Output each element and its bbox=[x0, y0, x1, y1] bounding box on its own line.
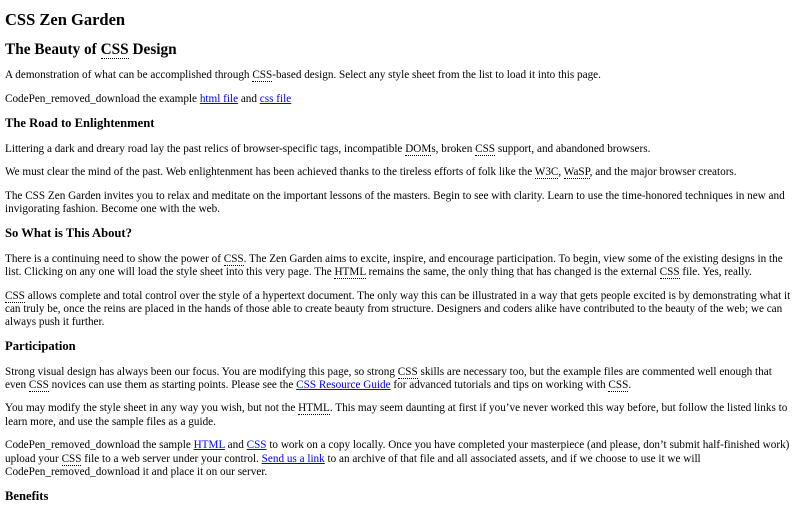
abbr-html: HTML bbox=[334, 265, 366, 278]
preamble-text: We must clear the mind of the past. Web enlightenment has been achieved thanks to the tireless efforts of folk like the bbox=[5, 166, 535, 179]
explanation-paragraph-1 bbox=[5, 253, 795, 279]
participation-text: to work on a copy locally. Once you have completed your masterpiece (and please, don’t submit half-finished work) upload your bbox=[5, 439, 790, 465]
sample-css-link[interactable]: CSS bbox=[246, 439, 267, 452]
preamble-text: s, broken bbox=[431, 142, 476, 155]
preamble-paragraph-2 bbox=[5, 166, 795, 179]
abbr-css: CSS bbox=[608, 378, 629, 391]
explanation-heading: So What is This About? bbox=[5, 226, 132, 241]
preamble-text: , bbox=[558, 166, 564, 179]
participation-heading: Participation bbox=[5, 339, 76, 354]
participation-text: CodePen_removed_download the sample bbox=[5, 439, 194, 452]
preamble-paragraph-1 bbox=[5, 143, 795, 156]
download-paragraph bbox=[5, 93, 795, 106]
preamble-heading: The Road to Enlightenment bbox=[5, 116, 155, 131]
page-container bbox=[0, 10, 800, 505]
site-subtitle bbox=[5, 40, 795, 59]
participation-text: . This may seem daunting at first if you’ve never worked this way before, but follow the listed links to learn more, and use the sample files as a guide. bbox=[5, 402, 788, 428]
preamble-text: support, and abandoned browsers. bbox=[495, 142, 651, 155]
summary-text: A demonstration of what can be accomplished through bbox=[5, 69, 253, 82]
participation-text: file to a web server under your control. bbox=[81, 452, 262, 465]
participation-text: Strong visual design has always been our focus. You are modifying this page, so strong bbox=[5, 365, 398, 378]
summary-text: -based design. Select any style sheet from the list to load it into this page. bbox=[272, 69, 601, 82]
download-text: and bbox=[238, 93, 260, 106]
participation-text: for advanced tutorials and tips on working with bbox=[390, 378, 609, 391]
participation-text: novices can use them as starting points. Please see the bbox=[48, 378, 297, 391]
explanation-text: There is a continuing need to show the power of bbox=[5, 252, 224, 265]
summary-paragraph bbox=[5, 69, 795, 82]
css-resource-guide-link[interactable]: CSS Resource Guide bbox=[296, 378, 391, 391]
abbr-css: CSS bbox=[475, 142, 496, 155]
site-title: CSS Zen Garden bbox=[5, 10, 126, 29]
participation-text: and bbox=[224, 439, 247, 452]
abbr-wasp: WaSP bbox=[563, 166, 590, 179]
abbr-css: CSS bbox=[397, 365, 418, 378]
abbr-w3c: W3C bbox=[534, 166, 559, 179]
html-file-link[interactable]: html file bbox=[199, 93, 239, 106]
send-us-a-link[interactable]: Send us a link bbox=[261, 452, 325, 465]
preamble-text: Littering a dark and dreary road lay the past relics of browser-specific tags, incompatible bbox=[5, 142, 406, 155]
participation-text: to an archive of that file and all associated assets, and if we choose to use it we will CodePen_removed_download it and place it on our server. bbox=[5, 452, 701, 478]
explanation-text: file. Yes, really. bbox=[679, 265, 752, 278]
participation-text: skills are necessary too, but the example files are commented well enough that even bbox=[5, 365, 772, 391]
participation-paragraph-3 bbox=[5, 439, 795, 479]
abbr-css: CSS bbox=[28, 378, 49, 391]
benefits-heading: Benefits bbox=[5, 489, 49, 504]
explanation-text: . The Zen Garden aims to excite, inspire, and encourage participation. To begin, view some of the existing designs in the list. Clicking on any one will load the style sheet into this very page. The bbox=[5, 252, 783, 278]
subtitle-text-before: The Beauty of bbox=[5, 40, 101, 58]
explanation-paragraph-2 bbox=[5, 290, 795, 330]
subtitle-abbr-css: CSS bbox=[100, 40, 129, 58]
abbr-css: CSS bbox=[659, 265, 680, 278]
abbr-css: CSS bbox=[61, 452, 82, 465]
abbr-dom: DOM bbox=[405, 142, 432, 155]
abbr-css: CSS bbox=[5, 289, 25, 302]
participation-paragraph-1 bbox=[5, 366, 795, 392]
abbr-css: CSS bbox=[223, 252, 244, 265]
preamble-text: , and the major browser creators. bbox=[589, 166, 737, 179]
abbr-html: HTML bbox=[298, 402, 330, 415]
css-file-link[interactable]: css file bbox=[259, 93, 292, 106]
subtitle-text-after: Design bbox=[128, 40, 177, 58]
explanation-text: allows complete and total control over the style of a hypertext document. The only way this can be illustrated in a way that gets people excited is by demonstrating what it can truly be, once the reins are placed in the hands of those able to create beauty from structure. Designers and coders alike have contributed to the beauty of the web; we can always push it further. bbox=[5, 289, 791, 329]
participation-paragraph-2 bbox=[5, 402, 795, 428]
preamble-paragraph-3: The CSS Zen Garden invites you to relax and meditate on the important lessons of the masters. Begin to see with clarity. Learn to use the time-honored techniques in new and invigorating fashion. Become one with the web. bbox=[5, 190, 785, 216]
participation-text: You may modify the style sheet in any way you wish, but not the bbox=[5, 402, 299, 415]
abbr-css: CSS bbox=[252, 69, 273, 82]
participation-text: . bbox=[628, 378, 632, 391]
sample-html-link[interactable]: HTML bbox=[193, 439, 225, 452]
download-text: CodePen_removed_download the example bbox=[5, 93, 200, 106]
explanation-text: remains the same, the only thing that has changed is the external bbox=[365, 265, 660, 278]
